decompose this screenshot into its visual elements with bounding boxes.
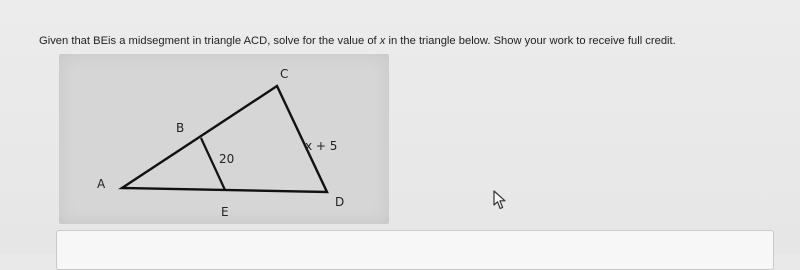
label-a: A: [97, 177, 106, 191]
question-prefix: Given that BEis a midsegment in triangle ACD, solve for the value of: [39, 35, 380, 47]
triangle-figure: [59, 54, 389, 224]
label-c: C: [280, 67, 289, 81]
triangle-diagram: [59, 54, 389, 224]
question-prompt: [39, 35, 789, 47]
label-cd-length: x + 5: [305, 139, 338, 153]
question-suffix: in the triangle below. Show your work to receive full credit.: [385, 35, 676, 47]
label-b: B: [176, 121, 185, 135]
triangle-acd: [122, 86, 327, 192]
question-variable: x: [379, 35, 386, 47]
answer-input-box[interactable]: [56, 230, 774, 270]
mouse-pointer-icon: [492, 190, 508, 210]
label-be-length: 20: [219, 152, 235, 166]
label-e: E: [221, 205, 229, 219]
label-d: D: [335, 195, 345, 209]
